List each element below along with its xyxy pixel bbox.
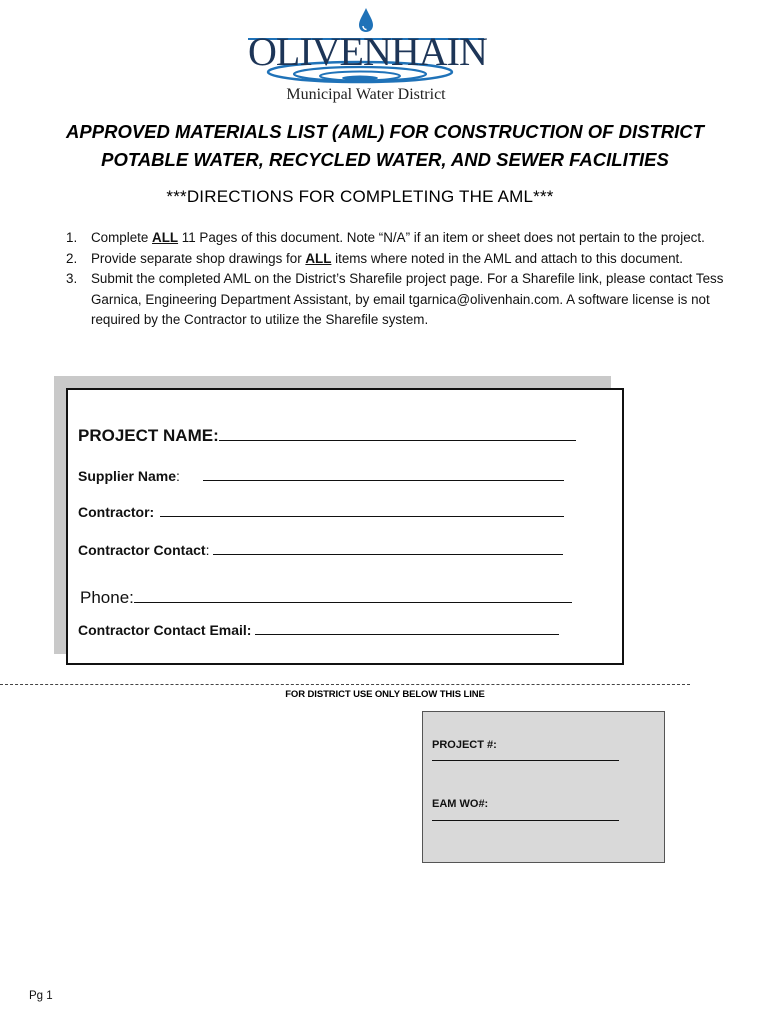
contractor-contact-input-line[interactable] [213,543,563,555]
list-item [66,269,726,331]
project-name-label: PROJECT NAME: [78,426,219,445]
olivenhain-logo [248,6,487,104]
contractor-contact-label: Contractor Contact [78,542,206,558]
list-item [66,249,726,270]
project-name-field [78,426,576,446]
list-number: 2. [66,250,78,266]
project-number-label: PROJECT #: [432,739,497,751]
list-text: Complete [91,230,153,245]
contractor-input-line[interactable] [160,505,564,517]
list-text: items where noted in the AML and attach to this document. [331,250,683,266]
document-title [40,118,730,174]
list-number: 3. [66,271,78,286]
phone-input-line[interactable] [134,589,572,603]
title-line-1: APPROVED MATERIALS LIST (AML) FOR CONSTRUCTION OF DISTRICT [66,121,704,142]
directions-list [66,228,726,331]
district-divider [0,684,690,685]
supplier-name-field [78,468,564,484]
supplier-name-label: Supplier Name [78,468,177,484]
contractor-contact-colon: : [205,542,210,558]
eam-wo-label: EAM WO#: [432,798,489,810]
phone-field [80,588,572,608]
supplier-name-colon: : [176,468,180,484]
list-text: Provide separate shop drawings for [91,250,306,266]
list-emphasis: ALL [305,250,332,266]
list-emphasis: ALL [152,230,179,245]
logo-wordmark: OLIVENHAIN [248,29,487,74]
directions-heading: ***DIRECTIONS FOR COMPLETING THE AML*** [166,187,554,206]
list-text: 11 Pages of this document. Note “N/A” if an item or sheet does not pertain to the project. [178,230,705,245]
contractor-field [78,504,564,520]
district-use-label: FOR DISTRICT USE ONLY BELOW THIS LINE [285,689,485,700]
list-number: 1. [66,230,78,245]
contact-email-input-line[interactable] [255,623,559,635]
list-item [66,228,726,249]
project-name-input-line[interactable] [219,427,576,441]
list-text: Submit the completed AML on the District’s Sharefile project page. For a Sharefile link, please contact Tess Garnica, Engineering Department Assistant, by email tgarnica@olivenhain.com. A software license is not required by the Contractor to utilize the Sharefile system. [91,271,724,327]
project-number-input-line[interactable] [432,760,619,761]
contact-email-field [78,622,559,638]
contractor-contact-field [78,542,563,558]
title-line-2: POTABLE WATER, RECYCLED WATER, AND SEWER FACILITIES [101,149,669,170]
supplier-name-input-line[interactable] [203,469,564,481]
district-use-box [422,711,665,863]
eam-wo-input-line[interactable] [432,820,619,821]
page-number: Pg 1 [29,990,53,1002]
project-info-box [66,388,624,665]
contact-email-label: Contractor Contact Email: [78,622,252,638]
logo-subtitle: Municipal Water District [286,86,446,103]
phone-label: Phone: [80,588,134,607]
contractor-label: Contractor: [78,504,155,520]
